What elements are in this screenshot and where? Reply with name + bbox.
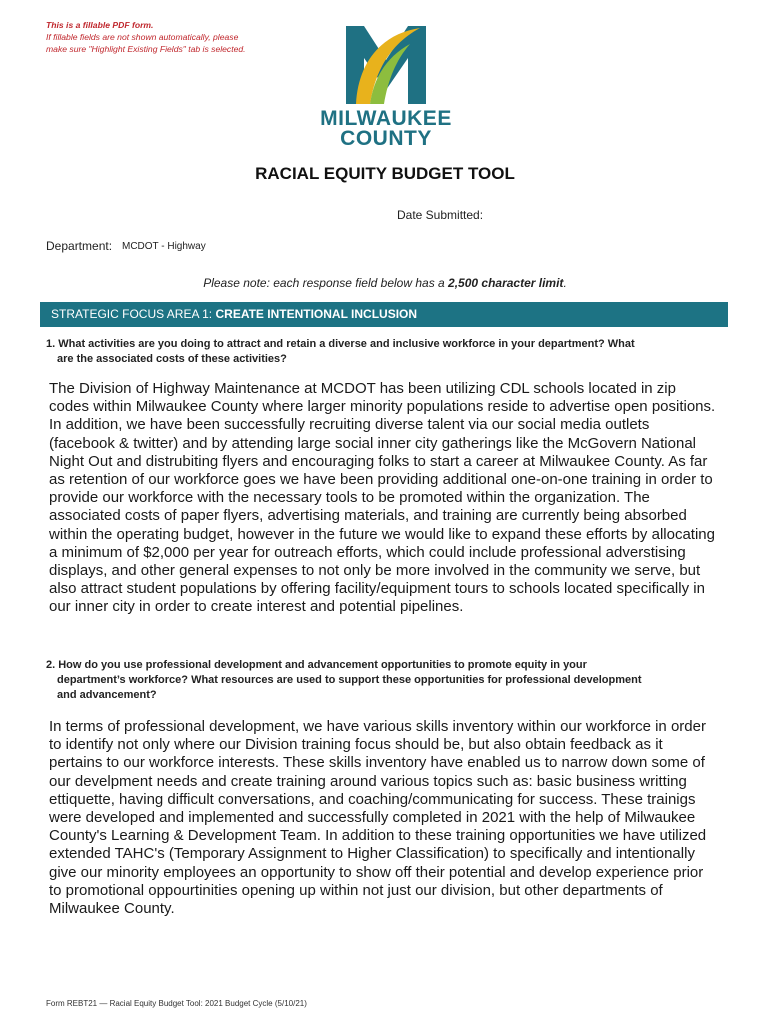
question-2-line-1: 2. How do you use professional development and advancement opportunities to promote equity in your — [46, 659, 587, 671]
answer-line: to promotional oppourtinities opening up within not just our division, but other departments of — [49, 881, 663, 899]
answer-line: associated costs of paper flyers, advertising materials, and training are currently being absorbed — [49, 507, 687, 525]
question-1-line-2: are the associated costs of these activities? — [57, 353, 287, 365]
answer-line: to identify not only where our Division training focus should be, but also obtain feedback as it — [49, 736, 663, 754]
question-2-line-2: department’s workforce? What resources are used to support these opportunities for professional development — [57, 674, 642, 686]
answer-line: as retention of our workforce goes we have been providing additional one-on-one training in order to — [49, 471, 713, 489]
answer-2-field[interactable] — [49, 718, 729, 918]
answer-line: Milwaukee County. — [49, 900, 175, 918]
answer-line: also attract student populations by offering facility/equipment tours to schools located specifically in — [49, 580, 705, 598]
fillable-form-notice — [46, 19, 246, 55]
notice-line-3: make sure "Highlight Existing Fields" tab is selected. — [46, 44, 246, 54]
note-emphasis: 2,500 character limit — [448, 276, 564, 290]
answer-line: The Division of Highway Maintenance at MCDOT has been utilizing CDL schools located in zip — [49, 380, 676, 397]
answer-line: Night Out and distrubiting flyers and encouraging folks to start a career at Milwaukee County. As far — [49, 452, 708, 470]
form-footer: Form REBT21 — Racial Equity Budget Tool: 2021 Budget Cycle (5/10/21) — [46, 999, 307, 1008]
answer-line: our develpment needs and create training around various topics such as: basic business writting — [49, 772, 687, 790]
notice-line-2: If fillable fields are not shown automatically, please — [46, 32, 239, 42]
question-2-line-3: and advancement? — [57, 689, 157, 701]
answer-line: a minimum of $2,000 per year for outreach efforts, which could include professional adverstising — [49, 543, 686, 561]
answer-line: give our minority employees an opportunity to show off their potential and develop experience prior — [49, 863, 704, 881]
logo-text-milwaukee: MILWAUKEE — [320, 107, 452, 130]
section-banner — [40, 302, 728, 327]
answer-line: (facebook & twitter) and by attending large social inner city gatherings like the McGovern National — [49, 434, 696, 452]
answer-1-field[interactable] — [49, 380, 729, 617]
logo-text-county: COUNTY — [340, 127, 432, 150]
department-label: Department: — [46, 239, 113, 253]
section-label: STRATEGIC FOCUS AREA 1: — [51, 307, 216, 321]
page-title: RACIAL EQUITY BUDGET TOOL — [255, 164, 515, 183]
answer-line: were developed and implemented and successfully completed in 2021 with the help of Milwaukee — [49, 809, 696, 827]
answer-line: In terms of professional development, we have various skills inventory within our workforce in order — [49, 718, 706, 735]
character-limit-note — [0, 276, 770, 290]
question-1 — [46, 337, 726, 367]
answer-line: codes within Milwaukee County where larger minority populations reside to advertise open positions. — [49, 398, 716, 416]
milwaukee-m-logo-icon — [340, 20, 432, 106]
note-suffix: . — [563, 276, 567, 290]
milwaukee-county-logo — [306, 20, 466, 160]
answer-line: provide our workforce with the necessary tools to be promoted within the organization. The — [49, 489, 650, 507]
answer-line: extended TAHC's (Temporary Assignment to Higher Classification) to specifically and intentionally — [49, 845, 695, 863]
notice-line-1: This is a fillable PDF form. — [46, 20, 154, 30]
date-submitted-label: Date Submitted: — [397, 208, 484, 222]
answer-line: In addition, we have been successfully recruiting diverse talent via our social media outlets — [49, 416, 650, 434]
section-name: CREATE INTENTIONAL INCLUSION — [215, 307, 418, 321]
answer-line: displays, and other general expenses to not only be more involved in the community we serve, but — [49, 562, 701, 580]
department-field[interactable]: MCDOT - Highway — [122, 241, 206, 252]
answer-line: ettiquette, having difficult conversations, and coaching/communicating for success. These trainigs — [49, 790, 696, 808]
question-1-line-1: 1. What activities are you doing to attract and retain a diverse and inclusive workforce in your department? What — [46, 338, 635, 350]
answer-line: our inner city in order to create interest and potential pipelines. — [49, 598, 464, 616]
answer-line: County's Learning & Development Team. In addition to these training opportunities we have utilized — [49, 827, 707, 845]
note-prefix: Please note: each response field below has a — [203, 276, 449, 290]
question-2 — [46, 658, 726, 703]
answer-line: within the operating budget, however in the future we would like to expand these efforts by allocating — [49, 525, 715, 543]
answer-line: pertains to our workforce interests. These skills inventory have enabled us to narrow down some of — [49, 754, 705, 772]
